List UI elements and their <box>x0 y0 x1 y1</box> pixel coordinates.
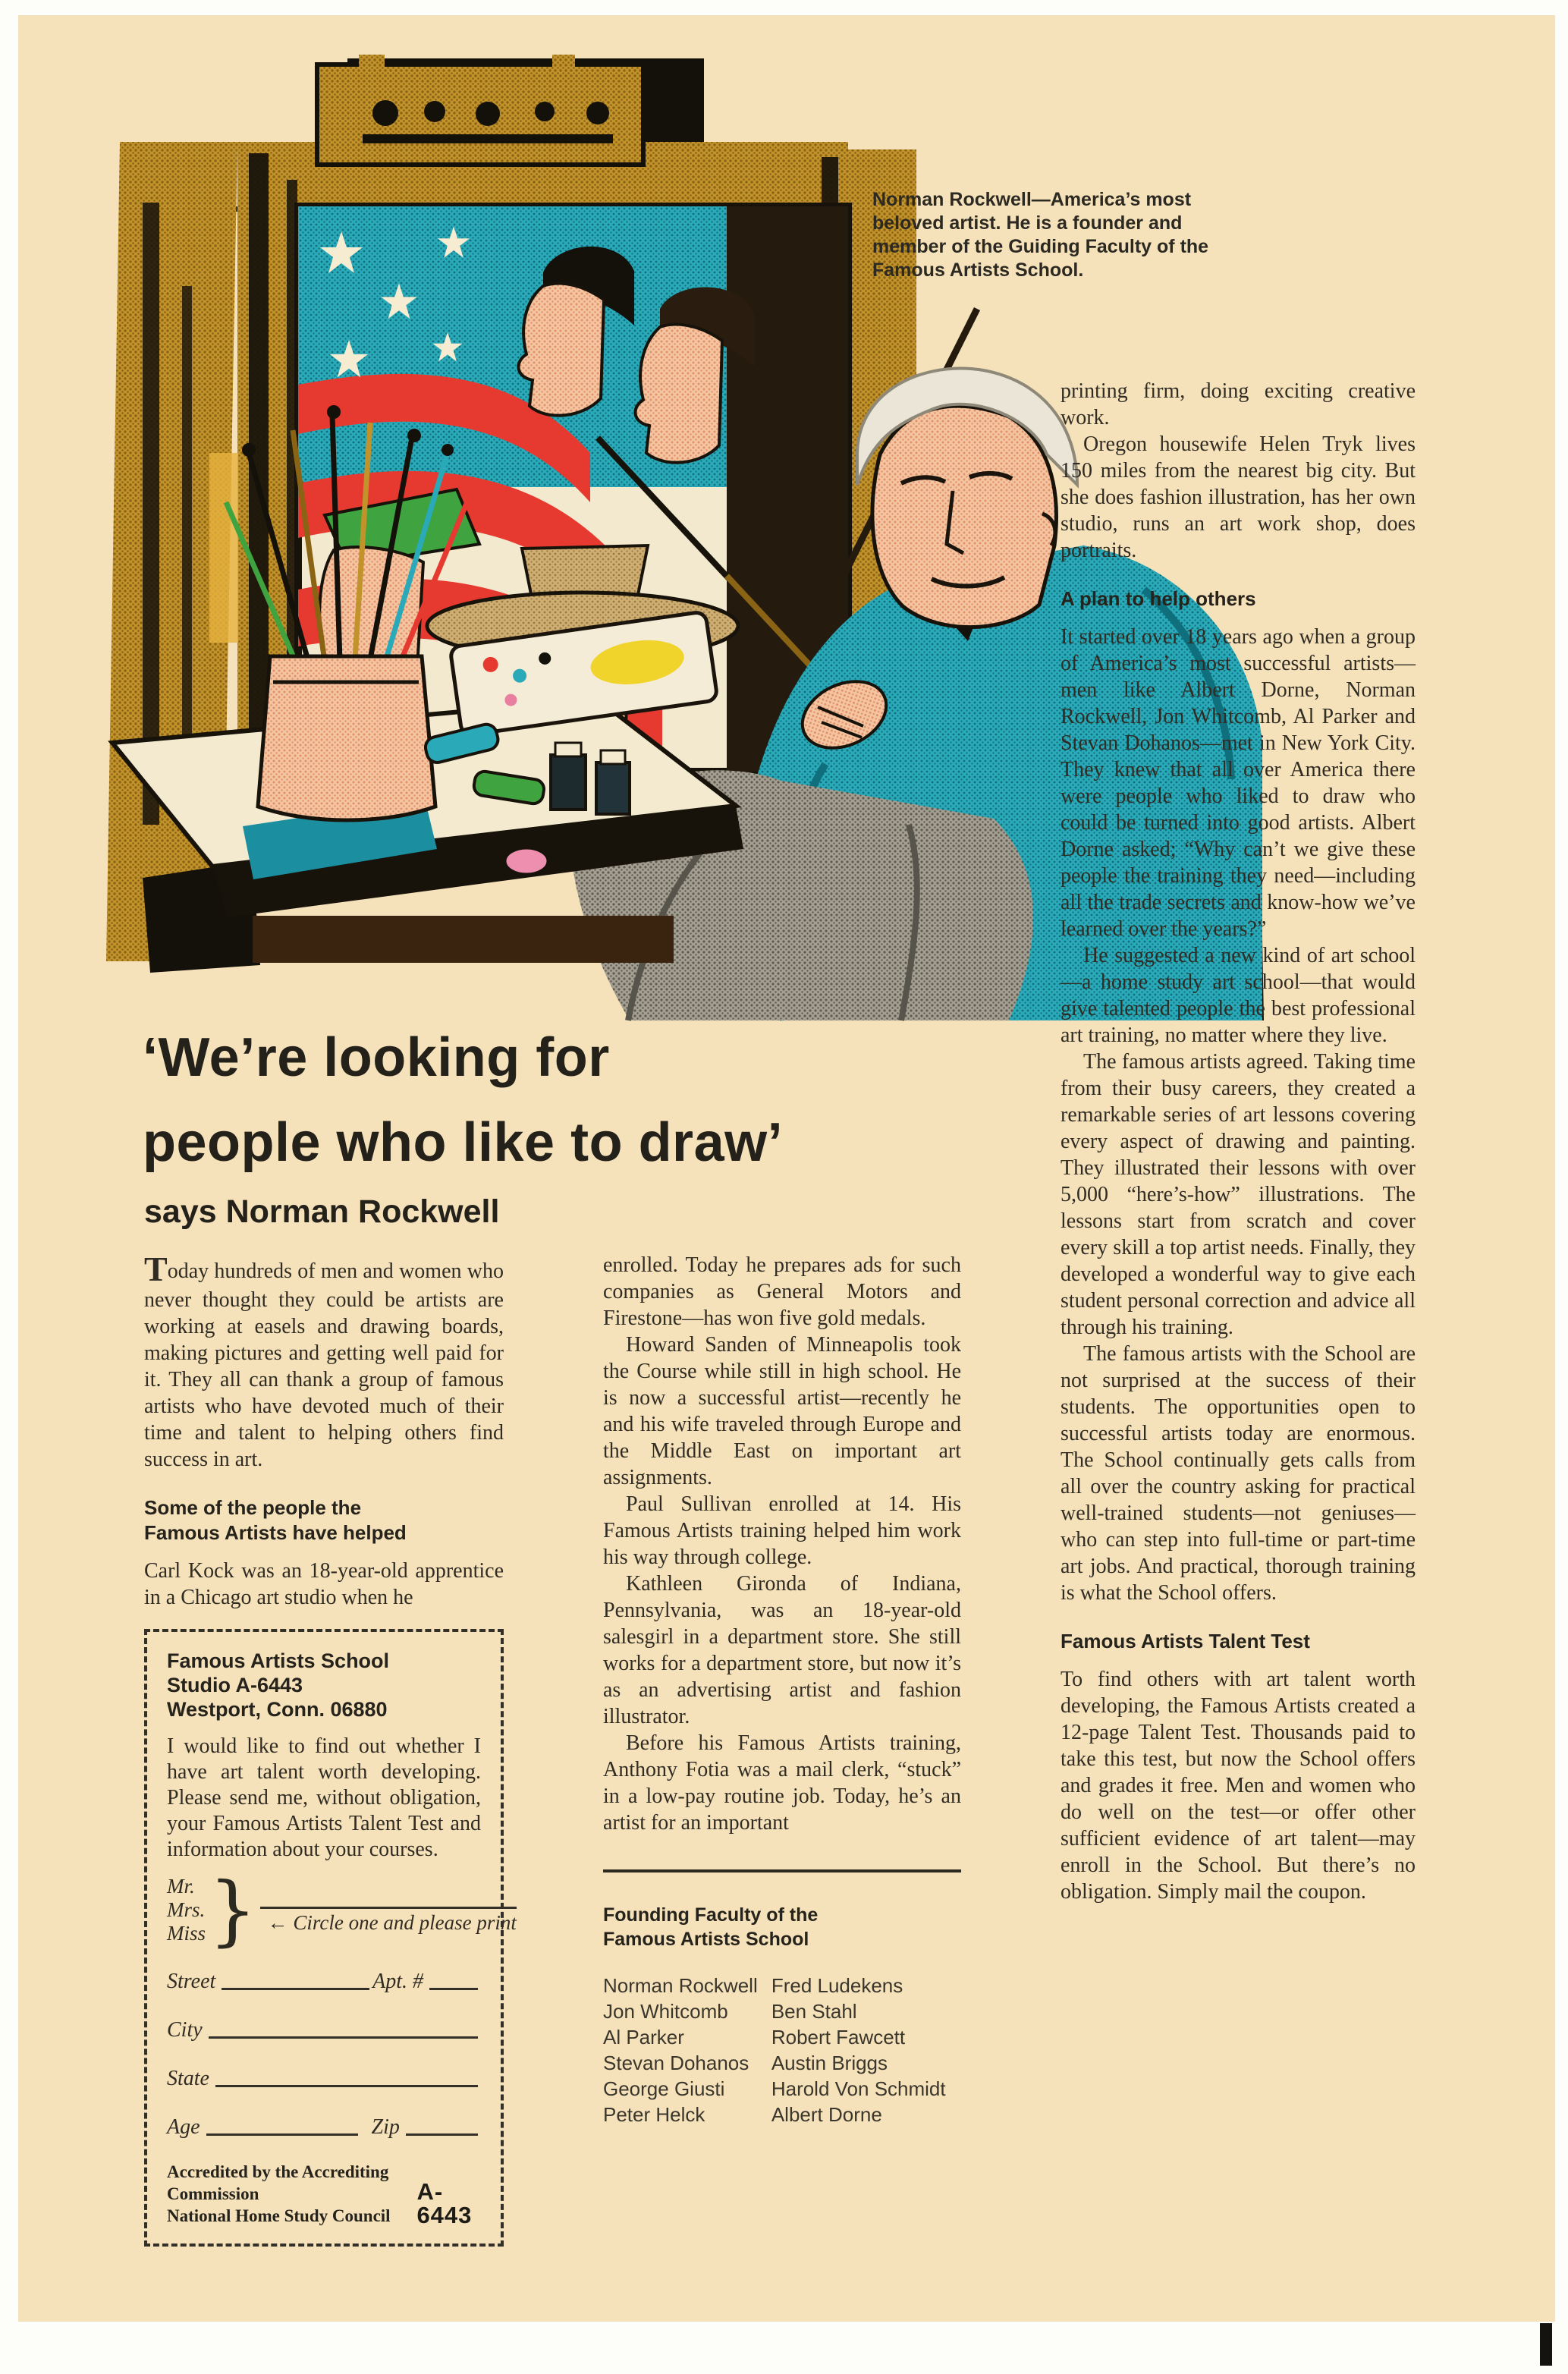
salutation-miss: Miss <box>167 1922 206 1945</box>
print-registration-mark <box>1540 2323 1552 2366</box>
left-paragraph-1: Today hundreds of men and women who never thought they could be artists are working at easels and drawing boards, making pictures and getting well paid for it. They all can thank a group of famous artists who have devoted much of their time and talent to helping others find success in art. <box>144 1250 504 1471</box>
name-write-line <box>260 1884 517 1936</box>
column-right <box>1061 378 1416 1905</box>
faculty-name: Ben Stahl <box>771 2000 857 2023</box>
right-paragraph-6: The famous artists with the School are not surprised at the success of their students. The opportunities open to successful artists today are enormous. The School continually gets calls from all over the country asking for practical well-trained students—not geniuses—who can step into full-time or part-time art jobs. And practical, thorough training is what the School offers. <box>1061 1342 1416 1605</box>
divider-rule <box>603 1869 961 1872</box>
column-left <box>144 1250 517 2247</box>
headline <box>143 1015 1053 1185</box>
faculty-name: Robert Fawcett <box>771 2026 906 2049</box>
street-label: Street <box>167 1970 216 1993</box>
right-section-heading-2: Famous Artists Talent Test <box>1061 1630 1310 1652</box>
coupon-address <box>167 1649 481 1722</box>
middle-paragraph-2: Howard Sanden of Minneapolis took the Course while still in high school. He is now a successful artist—recently he and his wife traveled through Europe and the Middle East on important art assignments. <box>603 1333 961 1489</box>
salutation-row <box>167 1865 517 1954</box>
faculty-name: Austin Briggs <box>771 2052 888 2074</box>
mail-in-coupon <box>144 1629 517 2247</box>
middle-paragraph-4: Kathleen Gironda of Indiana, Pennsylvania, was an 18-year-old salesgirl in a department store. She still works for a department store, but now it’s as an advertising artist and fashion illustrator. <box>603 1572 961 1728</box>
middle-paragraph-3: Paul Sullivan enrolled at 14. His Famous Artists training helped him work his way through college. <box>603 1492 961 1569</box>
apt-blank-line <box>429 1982 478 1990</box>
column-middle <box>603 1252 961 2127</box>
faculty-name: Fred Ludekens <box>771 1974 903 1997</box>
faculty-name: Stevan Dohanos <box>603 2052 749 2074</box>
city-blank-line <box>209 2030 478 2039</box>
byline: says Norman Rockwell <box>144 1193 500 1230</box>
state-row <box>167 2067 481 2091</box>
accreditation-text: Accredited by the Accrediting Commission National Home Study Council <box>167 2162 391 2225</box>
apt-label: Apt. # <box>372 1970 423 1993</box>
faculty-name: Harold Von Schmidt <box>771 2077 946 2100</box>
salutation-mr: Mr. <box>167 1875 195 1898</box>
right-paragraph-7: To find others with art talent worth developing, the Famous Artists created a 12-page Talent Test. Thousands paid to take this test, but now the School offers and grades it free. Men and women who do well on the test—or offer other sufficient evidence of art talent—may enroll in the School. But there’s no obligation. Simply mail the coupon. <box>1061 1668 1416 1904</box>
painter-face <box>872 406 1057 627</box>
faculty-name: Peter Helck <box>603 2103 705 2126</box>
name-blank-line <box>260 1884 517 1909</box>
faculty-heading: Founding Faculty of the Famous Artists School <box>603 1904 819 1950</box>
faculty-name: Al Parker <box>603 2026 684 2049</box>
faculty-column-1 <box>603 1973 771 2127</box>
headline-line-1: ‘We’re looking for <box>143 1027 610 1088</box>
zip-label: Zip <box>371 2115 400 2139</box>
coupon-code: A-6443 <box>416 2178 473 2228</box>
salutation-mrs: Mrs. <box>167 1898 206 1921</box>
right-section-heading-1: A plan to help others <box>1061 587 1256 610</box>
salutation-options <box>167 1875 206 1945</box>
middle-paragraph-5: Before his Famous Artists training, Anthony Fotia was a mail clerk, “stuck” in a low-pay routine job. Today, he’s an artist for an important <box>603 1731 961 1835</box>
circle-one-note: ← Circle one and please print <box>267 1911 517 1934</box>
coupon-school-name: Famous Artists School <box>167 1649 390 1672</box>
faculty-name: George Giusti <box>603 2077 725 2100</box>
faculty-column-2 <box>771 1973 961 2127</box>
right-paragraph-4: He suggested a new kind of art school—a home study art school—that would give talented people the best professional art training, no matter where they live. <box>1061 944 1416 1047</box>
left-section-heading: Some of the people the Famous Artists have helped <box>144 1496 407 1544</box>
coupon-request-text: I would like to find out whether I have art talent worth developing. Please send me, without obligation, your Famous Artists Talent Test and information about your courses. <box>167 1734 481 1861</box>
left-paragraph-2: Carl Kock was an 18-year-old apprentice in a Chicago art studio when he <box>144 1559 504 1609</box>
right-paragraph-5: The famous artists agreed. Taking time from their busy careers, they created a remarkable series of art lessons covering every aspect of drawing and painting. They illustrated their lessons with over 5,000 “here’s-how” illustrations. The lessons start from scratch and cover every skill a top artist needs. Finally, they developed a wonderful way to give each student personal correction and advice all through his training. <box>1061 1050 1416 1339</box>
coupon-city-line: Westport, Conn. 06880 <box>167 1698 388 1721</box>
age-zip-row <box>167 2115 481 2140</box>
state-blank-line <box>215 2079 478 2087</box>
faculty-name: Norman Rockwell <box>603 1974 758 1997</box>
zip-blank-line <box>406 2127 478 2136</box>
state-label: State <box>167 2067 209 2090</box>
left-arrow-icon: ← <box>267 1911 288 1934</box>
faculty-name: Jon Whitcomb <box>603 2000 728 2023</box>
illustration-caption: Norman Rockwell—America’s most beloved artist. He is a founder and member of the Guiding Faculty of the Famous Artists School. <box>872 189 1209 281</box>
city-label: City <box>167 2018 203 2042</box>
faculty-name-list <box>603 1973 961 2127</box>
accreditation-row <box>167 2161 481 2227</box>
right-paragraph-1: printing firm, doing exciting creative work. <box>1061 379 1416 429</box>
street-row <box>167 1970 481 1994</box>
headline-line-2: people who like to draw’ <box>143 1112 784 1173</box>
age-blank-line <box>206 2127 358 2136</box>
faculty-name: Albert Dorne <box>771 2103 882 2126</box>
middle-paragraph-1: enrolled. Today he prepares ads for such companies as General Motors and Firestone—has won five gold medals. <box>603 1253 961 1330</box>
drop-cap: T <box>144 1250 168 1288</box>
age-label: Age <box>167 2115 200 2139</box>
street-blank-line <box>222 1982 369 1990</box>
brace-glyph: } <box>209 1865 257 1954</box>
right-paragraph-2: Oregon housewife Helen Tryk lives 150 miles from the nearest big city. But she does fashion illustration, has her own studio, runs an art work shop, does portraits. <box>1061 432 1416 562</box>
coupon-studio-line: Studio A-6443 <box>167 1674 303 1696</box>
right-paragraph-3: It started over 18 years ago when a group of America’s most successful artists—men like Albert Dorne, Norman Rockwell, Jon Whitcomb, Al Parker and Stevan Dohanos—met in New York City. They knew that all over America there were people who liked to draw who could be turned into good artists. Albert Dorne asked; “Why can’t we give these people the training they need—including all the trade secrets and know-how we’ve learned over the years?” <box>1061 625 1416 941</box>
city-row <box>167 2018 481 2042</box>
